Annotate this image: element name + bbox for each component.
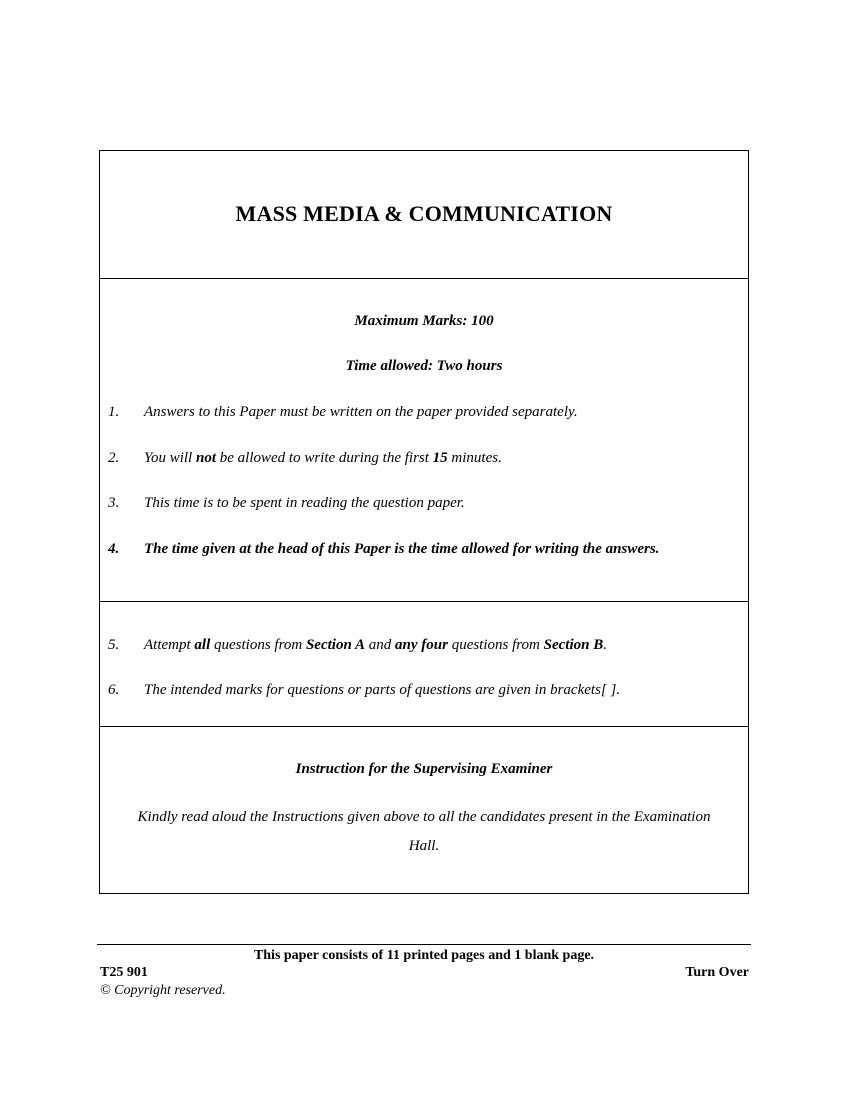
copyright-note: © Copyright reserved. <box>100 983 226 998</box>
max-marks: Maximum Marks: 100 <box>354 313 494 329</box>
title-section <box>100 151 748 279</box>
supervisor-body: Kindly read aloud the Instructions given above to all the candidates present in the Examination Hall. <box>137 809 711 854</box>
supervisor-section <box>100 726 748 893</box>
question-paper-cover <box>99 150 749 894</box>
instruction-text: You will not be allowed to write during the first 15 minutes. <box>144 450 502 466</box>
supervisor-heading: Instruction for the Supervising Examiner <box>295 761 553 777</box>
pages-note: This paper consists of 11 printed pages and 1 blank page. <box>253 948 595 963</box>
footer-divider <box>97 944 751 945</box>
time-allowed: Time allowed: Two hours <box>345 358 503 374</box>
attempt-instructions-section: 5. Attempt all questions from Section A and any four questions from Section B. 6. The intended marks for questions or parts of questions are given in brackets[ ]. <box>100 601 748 727</box>
instruction-text: Attempt all questions from Section A and any four questions from Section B. <box>144 637 607 653</box>
paper-title: MASS MEDIA & COMMUNICATION <box>235 201 613 226</box>
paper-code: T25 901 <box>100 965 148 980</box>
general-instructions-section: Maximum Marks: 100 Time allowed: Two hours 1. Answers to this Paper must be written on the paper provided separately. 2. You will not be allowed to write during the first 15 minutes. 3. This time is to be spent in reading the question paper. 4. The time given at the head of this Paper is the time allowed for writing the answers. <box>100 278 748 602</box>
turn-over-label: Turn Over <box>685 965 749 980</box>
